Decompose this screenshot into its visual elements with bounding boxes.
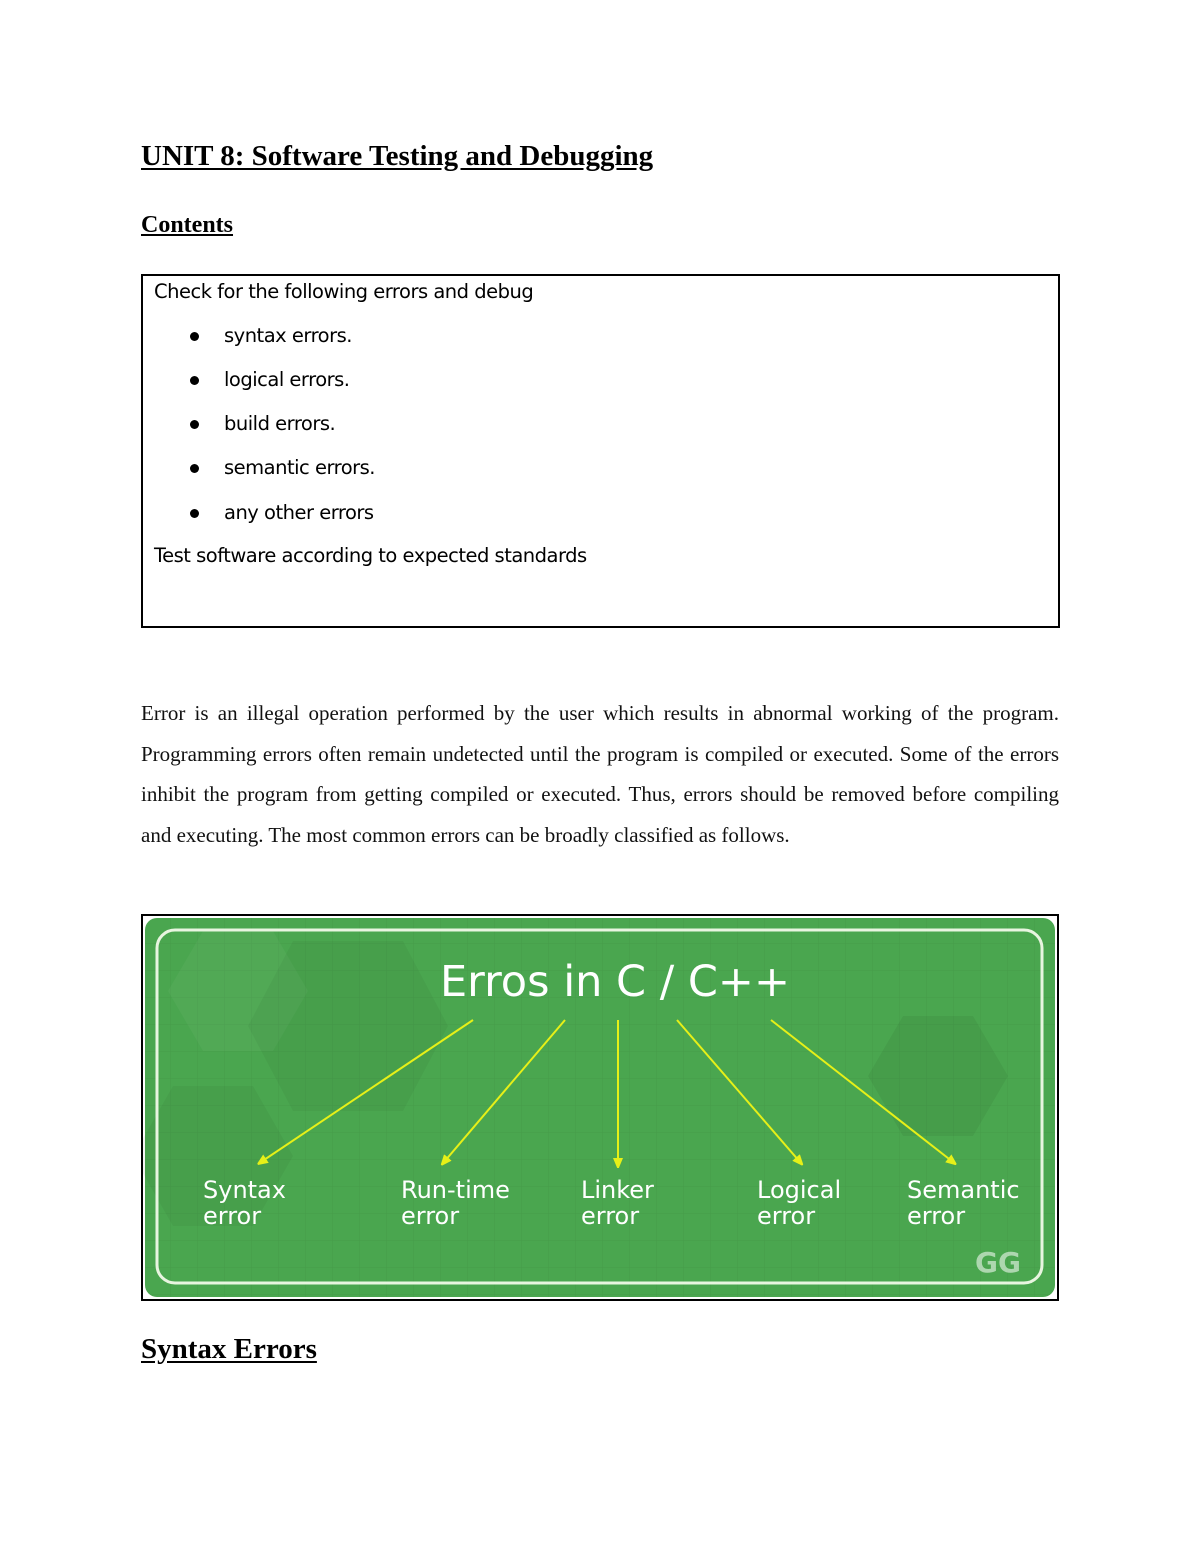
category-label: Logical xyxy=(757,1176,842,1204)
contents-box xyxy=(141,274,1060,628)
category-label: error xyxy=(907,1202,966,1230)
errors-diagram xyxy=(141,914,1059,1301)
category-label: Run-time xyxy=(401,1176,510,1204)
contents-closing: Test software according to expected standards xyxy=(154,544,587,567)
contents-intro: Check for the following errors and debug xyxy=(154,280,534,303)
category-label: Semantic xyxy=(907,1176,1020,1204)
body-paragraph: Error is an illegal operation performed by the user which results in abnormal working of the program. Programming errors often remain undetected until the program is compiled or executed. Some of the errors inhibit the program from getting compiled or executed. Thus, errors should be removed before compiling and executing. The most common errors can be broadly classified as follows. xyxy=(141,701,1059,847)
diagram-title: Erros in C / C++ xyxy=(439,957,791,1007)
category-label: error xyxy=(581,1202,640,1230)
contents-heading: Contents xyxy=(141,212,234,238)
section-heading: Syntax Errors xyxy=(141,1333,317,1365)
category-label: Linker xyxy=(581,1176,654,1204)
category-label: Syntax xyxy=(203,1176,286,1204)
bullet-icon xyxy=(190,376,199,385)
category-label: error xyxy=(401,1202,460,1230)
page-title: UNIT 8: Software Testing and Debugging xyxy=(141,140,654,172)
list-item-text: logical errors. xyxy=(224,368,350,391)
list-item-text: any other errors xyxy=(224,501,374,524)
errors-diagram-svg xyxy=(143,916,1057,1299)
gg-logo-icon: GG xyxy=(975,1246,1021,1279)
category-label: error xyxy=(203,1202,262,1230)
bullet-icon xyxy=(190,509,199,518)
bullet-icon xyxy=(190,420,199,429)
list-item-text: syntax errors. xyxy=(224,324,352,347)
list-item-text: build errors. xyxy=(224,412,336,435)
category-label: error xyxy=(757,1202,816,1230)
bullet-icon xyxy=(190,332,199,341)
bullet-icon xyxy=(190,464,199,473)
list-item-text: semantic errors. xyxy=(224,456,376,479)
